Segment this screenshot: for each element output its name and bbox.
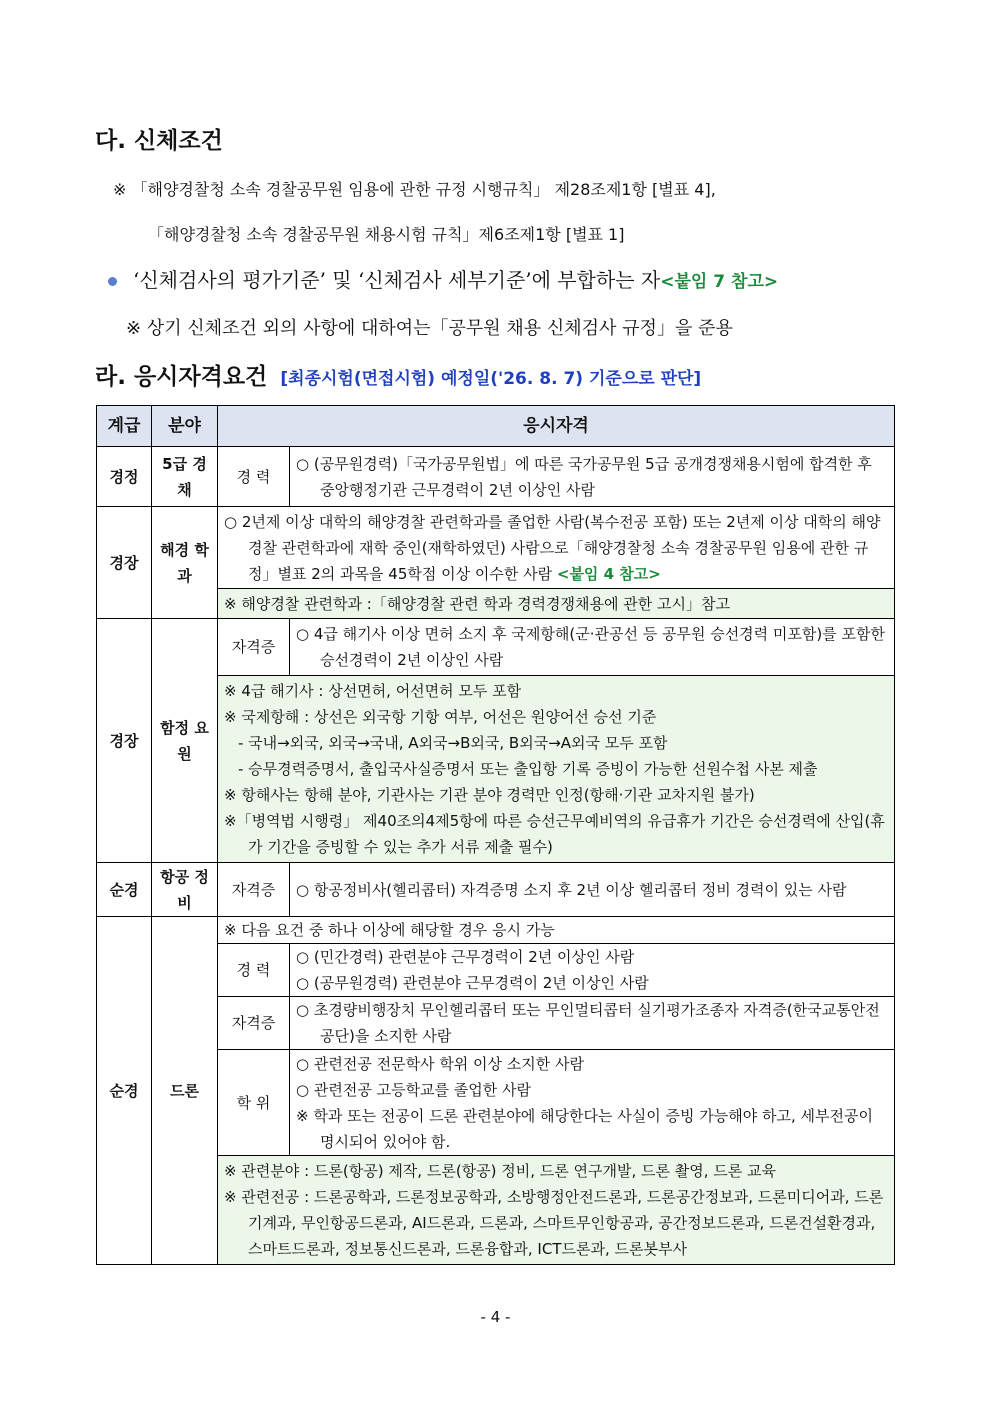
row5-cert-text: ○ 초경량비행장치 무인헬리콥터 또는 무인멀티콥터 실기평가조종자 자격증(한국교통안전공단)을 소지한 사람: [296, 1001, 880, 1045]
section-c-title: 다. 신체조건: [95, 128, 223, 154]
row4-field: 항공 정비: [152, 863, 218, 917]
row4-label: 자격증: [218, 863, 290, 917]
section-d-title: 라. 응시자격요건: [95, 364, 268, 390]
row2-note: ※ 해양경찰 관련학과 :「해양경찰 관련 학과 경력경쟁채용에 관한 고시」참고: [218, 589, 895, 619]
section-c-note: ※ 상기 신체조건 외의 사항에 대하여는「공무원 채용 신체검사 규정」을 준용: [126, 318, 733, 339]
section-c-ref-line2: 「해양경찰청 소속 경찰공무원 채용시험 규칙」제6조제1항 [별표 1]: [148, 225, 625, 244]
row2-text-body: ○ 2년제 이상 대학의 해양경찰 관련학과를 졸업한 사람(복수전공 포함) 또는 2년제 이상 대학의 해양경찰 관련학과에 재학 중인(재학하였던) 사람으로「해양경찰청 소속 경찰공무원 임용에 관한 규정」별표 2의 과목을 45학점 이상 이수한 사람: [224, 512, 881, 583]
row3-notes: [218, 676, 895, 863]
row5-note: ※ 관련전공 : 드론공학과, 드론정보공학과, 소방행정안전드론과, 드론공간정보과, 드론미디어과, 드론기계과, 무인항공드론과, AI드론과, 드론과, 스마트무인항공과, 공간정보드론과, 드론건설환경과, 스마트드론과, 정보통신드론과, 드론융합과, ICT드론과, 드론봇부사: [224, 1188, 884, 1258]
row5-cert-label: 자격증: [218, 997, 290, 1050]
row1-field: 5급 경채: [152, 447, 218, 507]
row1-label: 경 력: [218, 447, 290, 507]
row5-note: ※ 관련분야 : 드론(항공) 제작, 드론(항공) 정비, 드론 연구개발, 드론 촬영, 드론 교육: [224, 1162, 777, 1180]
row3-note: ※ 항해사는 항해 분야, 기관사는 기관 분야 경력만 인정(항해·기관 교차지원 불가): [224, 786, 755, 804]
row5-career-label: 경 력: [218, 944, 290, 997]
row3-qual: [290, 619, 895, 676]
row3-note: ※ 국제항해 : 상선은 외국항 기항 여부, 어선은 원양어선 승선 기준: [224, 708, 657, 726]
section-d-heading: [95, 358, 701, 391]
row4-qual: [290, 863, 895, 917]
row4-text: ○ 항공정비사(헬리콥터) 자격증명 소지 후 2년 이상 헬리콥터 정비 경력이 있는 사람: [296, 880, 847, 899]
bullet-icon: [108, 277, 117, 286]
header-qual: 응시자격: [218, 406, 895, 447]
row5-degree: [290, 1050, 895, 1156]
table-row: [97, 447, 895, 507]
row3-field: 함정 요원: [152, 619, 218, 863]
row3-text: ○ 4급 해기사 이상 면허 소지 후 국제항해(군·관공선 등 공무원 승선경력 미포함)를 포함한 승선경력이 2년 이상인 사람: [296, 625, 885, 669]
row1-qual: [290, 447, 895, 507]
table-header-row: [97, 406, 895, 447]
row1-text: ○ (공무원경력)「국가공무원법」에 따른 국가공무원 5급 공개경쟁채용시험에 합격한 후 중앙행정기관 근무경력이 2년 이상인 사람: [296, 454, 872, 499]
table-row: [97, 507, 895, 589]
row2-field: 해경 학과: [152, 507, 218, 619]
row4-grade: 순경: [97, 863, 152, 917]
row3-note: ※ 4급 해기사 : 상선면허, 어선면허 모두 포함: [224, 682, 522, 700]
row5-intro: ※ 다음 요건 중 하나 이상에 해당할 경우 응시 가능: [218, 917, 895, 944]
table-row: [97, 619, 895, 676]
row3-note: ※「병역법 시행령」 제40조의4제5항에 따른 승선근무예비역의 유급휴가 기간은 승선경력에 산입(휴가 기간을 증빙할 수 있는 추가 서류 제출 필수): [224, 812, 885, 856]
row3-note: - 승무경력증명서, 출입국사실증명서 또는 출입항 기록 증빙이 가능한 선원수첩 사본 제출: [238, 760, 818, 778]
row3-grade: 경장: [97, 619, 152, 863]
row5-career: [290, 944, 895, 997]
row5-degree-item: ※ 학과 또는 전공이 드론 관련분야에 해당한다는 사실이 증빙 가능해야 하고, 세부전공이 명시되어 있어야 함.: [296, 1106, 873, 1151]
row3-label: 자격증: [218, 619, 290, 676]
header-grade: 계급: [97, 406, 152, 447]
row5-career-item: ○ (공무원경력) 관련분야 근무경력이 2년 이상인 사람: [296, 974, 649, 992]
row3-note: - 국내→외국, 외국→국내, A외국→B외국, B외국→A외국 모두 포함: [238, 734, 668, 752]
bullet-ref: <붙임 7 참고>: [660, 272, 779, 292]
row5-grade: 순경: [97, 917, 152, 1265]
row2-text: [224, 509, 888, 587]
row5-field: 드론: [152, 917, 218, 1265]
qualification-table: [96, 405, 895, 1265]
row5-degree-label: 학 위: [218, 1050, 290, 1156]
row2-qual: [218, 507, 895, 589]
header-field: 분야: [152, 406, 218, 447]
section-d-subtitle: [최종시험(면접시험) 예정일('26. 8. 7) 기준으로 판단]: [280, 369, 702, 389]
row5-career-item: ○ (민간경력) 관련분야 근무경력이 2년 이상인 사람: [296, 948, 635, 966]
table-row: [97, 917, 895, 944]
row2-ref: <붙임 4 참고>: [556, 564, 661, 583]
table-row: [97, 863, 895, 917]
page-number: - 4 -: [480, 1308, 511, 1326]
row1-grade: 경정: [97, 447, 152, 507]
bullet-text: ‘신체검사의 평가기준’ 및 ‘신체검사 세부기준’에 부합하는 자: [133, 268, 661, 292]
section-c-bullet: [108, 264, 778, 293]
row5-cert: [290, 997, 895, 1050]
row5-degree-item: ○ 관련전공 고등학교를 졸업한 사람: [296, 1080, 532, 1099]
row5-degree-item: ○ 관련전공 전문학사 학위 이상 소지한 사람: [296, 1054, 585, 1073]
row2-grade: 경장: [97, 507, 152, 619]
section-c-ref-line1: ※ 「해양경찰청 소속 경찰공무원 임용에 관한 규정 시행규칙」 제28조제1항 [별표 4],: [113, 180, 716, 199]
row5-notes: [218, 1156, 895, 1265]
